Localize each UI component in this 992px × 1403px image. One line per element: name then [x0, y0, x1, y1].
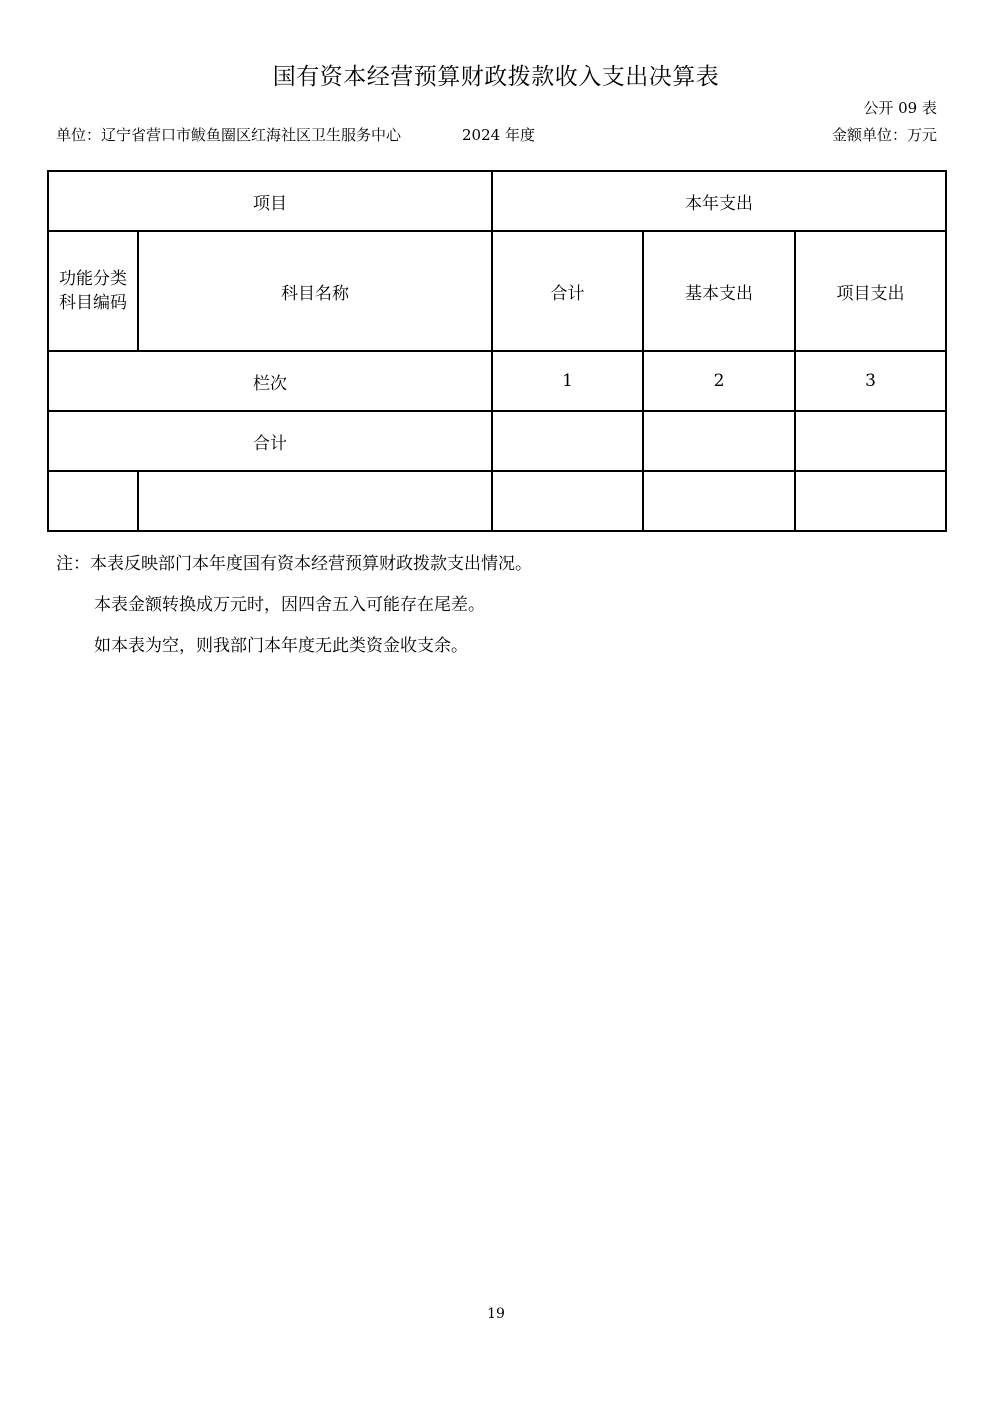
table-row — [48, 471, 946, 531]
amount-unit: 金额单位：万元 — [831, 126, 937, 144]
expense-table — [47, 170, 947, 532]
header-current-year-expense: 本年支出 — [492, 171, 946, 231]
form-number: 公开 09 表 — [863, 99, 937, 117]
col-code-line2: 科目编码 — [59, 293, 127, 313]
col-basic-expense: 基本支出 — [643, 231, 795, 351]
row-basic — [643, 471, 795, 531]
col-function-code — [48, 231, 138, 351]
col-code-line1: 功能分类 — [59, 269, 127, 289]
note-line-3: 如本表为空，则我部门本年度无此类资金收支余。 — [94, 636, 468, 656]
page-title: 国有资本经营预算财政拨款收入支出决算表 — [272, 64, 720, 90]
row-code — [48, 471, 138, 531]
col-subject-name: 科目名称 — [138, 231, 492, 351]
row-total — [492, 471, 643, 531]
total-project-value — [795, 411, 946, 471]
column-index-2: 2 — [643, 351, 795, 411]
page-number: 19 — [487, 1306, 505, 1322]
note-line-1: 注：本表反映部门本年度国有资本经营预算财政拨款支出情况。 — [56, 554, 532, 574]
col-total: 合计 — [492, 231, 643, 351]
column-index-3: 3 — [795, 351, 946, 411]
header-item: 项目 — [48, 171, 492, 231]
total-row — [48, 411, 946, 471]
note-line-2: 本表金额转换成万元时，因四舍五入可能存在尾差。 — [94, 595, 485, 615]
table-header-row — [48, 171, 946, 231]
col-project-expense: 项目支出 — [795, 231, 946, 351]
total-label: 合计 — [48, 411, 492, 471]
row-subject-name — [138, 471, 492, 531]
column-index-label: 栏次 — [48, 351, 492, 411]
reporting-unit: 单位：辽宁省营口市鲅鱼圈区红海社区卫生服务中心 — [56, 126, 402, 144]
notes — [56, 544, 532, 667]
table-subheader-row — [48, 231, 946, 351]
fiscal-year: 2024 年度 — [462, 126, 535, 144]
total-basic-value — [643, 411, 795, 471]
column-index-1: 1 — [492, 351, 643, 411]
total-value — [492, 411, 643, 471]
column-index-row — [48, 351, 946, 411]
row-project — [795, 471, 946, 531]
